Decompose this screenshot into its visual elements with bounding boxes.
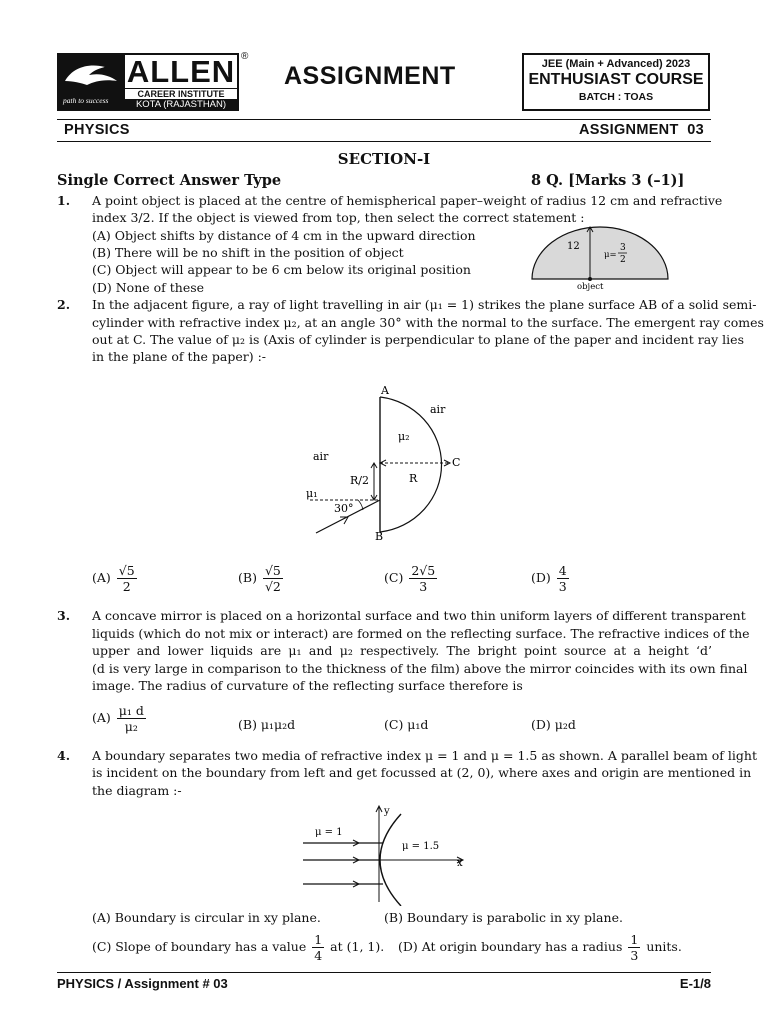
q4-d-den: 3: [630, 948, 639, 963]
q4-option-b: (B) Boundary is parabolic in xy plane.: [384, 910, 623, 925]
q1-option-a: (A) Object shifts by distance of 4 cm in the upward direction: [92, 228, 476, 243]
q4-c-num: 1: [314, 932, 323, 947]
fig-air-right: air: [430, 403, 446, 416]
header-rule-top: [57, 119, 711, 120]
section-title: SECTION-I: [337, 150, 431, 168]
q2-option-c: [384, 563, 439, 594]
fig-mu-label: μ=: [604, 250, 617, 260]
q2-b-fraction: [263, 563, 283, 594]
q2-semicylinder-figure: [300, 380, 490, 545]
q2-b-den: √2: [264, 579, 281, 594]
fig-object-label: object: [577, 282, 604, 292]
q2-a-fraction: [117, 563, 137, 594]
q2-d-fraction: [557, 563, 569, 594]
fig-mu2: μ₂: [398, 430, 410, 443]
q3-option-c: (C) μ₁d: [384, 717, 429, 732]
fig-mu-num: 3: [620, 243, 626, 253]
object-point: [588, 277, 592, 281]
fig-angle: 30°: [334, 502, 354, 515]
q4-d-num: 1: [630, 932, 639, 947]
q4-text-line2: is incident on the boundary from left and get focussed at (2, 0), where axes and origin are mentioned in: [92, 765, 752, 780]
q3-a-den: μ₂: [124, 719, 138, 734]
q4-d-post: units.: [646, 939, 682, 954]
q2-text-line2: cylinder with refractive index μ₂, at an angle 30° with the normal to the surface. The emergent ray comes: [92, 315, 764, 330]
q2-a-label: (A): [92, 570, 111, 585]
q4-c-den: 4: [314, 948, 323, 963]
q2-c-num: 2√5: [411, 563, 436, 578]
logo-sub: CAREER INSTITUTE: [125, 88, 237, 99]
fig-mu15: μ = 1.5: [402, 841, 440, 852]
q4-number: 4.: [57, 748, 71, 763]
q4-d-pre: (D) At origin boundary has a radius: [398, 939, 623, 954]
q4-c-pre: (C) Slope of boundary has a value: [92, 939, 307, 954]
q3-a-label: (A): [92, 710, 111, 725]
q2-text-line1: In the adjacent figure, a ray of light travelling in air (μ₁ = 1) strikes the plane surface AB of a solid semi-: [92, 297, 757, 312]
fig-mu-den: 2: [620, 255, 626, 265]
q4-d-fraction: [628, 932, 640, 963]
q1-number: 1.: [57, 193, 71, 208]
q2-option-b: [238, 563, 285, 594]
logo-city: KOTA (RAJASTHAN): [125, 99, 237, 110]
q2-c-fraction: [409, 563, 437, 594]
answer-type: Single Correct Answer Type: [57, 172, 282, 189]
q2-number: 2.: [57, 297, 71, 312]
footer-left: PHYSICS / Assignment # 03: [57, 976, 228, 991]
course-line-2: ENTHUSIAST COURSE: [528, 71, 704, 88]
fig-r: R: [409, 472, 418, 485]
q3-text-line2: liquids (which do not mix or interact) are formed on the reflecting surface. The refractive indices of the: [92, 626, 750, 641]
q3-text-line5: image. The radius of curvature of the reflecting surface therefore is: [92, 678, 523, 693]
semicircle-arc: [380, 397, 442, 532]
fig-r-half: R/2: [350, 474, 369, 487]
q1-option-b: (B) There will be no shift in the position of object: [92, 245, 404, 260]
q4-c-post: at (1, 1).: [330, 939, 385, 954]
q1-option-c: (C) Object will appear to be 6 cm below its original position: [92, 262, 471, 277]
q2-d-den: 3: [558, 579, 567, 594]
q2-option-a: [92, 563, 139, 594]
q2-text-line3: out at C. The value of μ₂ is (Axis of cylinder is perpendicular to plane of the paper and incident ray lies: [92, 332, 744, 347]
marks-scheme: 8 Q. [Marks 3 (–1)]: [531, 172, 685, 189]
logo-tagline: path to success: [63, 96, 109, 105]
fig-x: x: [457, 858, 463, 869]
q4-text-line3: the diagram :-: [92, 783, 182, 798]
q1-text-line2: index 3/2. If the object is viewed from top, then select the correct statement :: [92, 210, 585, 225]
q2-a-den: 2: [122, 579, 131, 594]
fig-y: y: [384, 806, 390, 817]
subject-label: PHYSICS: [64, 122, 130, 138]
q2-b-num: √5: [264, 563, 281, 578]
fig-mu1: μ = 1: [315, 827, 343, 838]
q3-number: 3.: [57, 608, 71, 623]
q4-option-d: [398, 932, 682, 963]
q2-option-d: [531, 563, 571, 594]
q3-option-d: (D) μ₂d: [531, 717, 576, 732]
q3-a-num: μ₁ d: [118, 703, 144, 718]
q1-hemisphere-figure: [528, 222, 676, 292]
fig-label-a: A: [381, 384, 389, 397]
fig-label-b: B: [375, 530, 384, 543]
fig-air-left: air: [313, 450, 329, 463]
q3-a-fraction: [117, 703, 146, 734]
footer-page: E-1/8: [679, 976, 711, 991]
hemisphere-shape: [532, 227, 668, 279]
logo-brand: ALLEN: [126, 54, 236, 89]
q3-text-line1: A concave mirror is placed on a horizontal surface and two thin uniform layers of different transparent: [92, 608, 746, 623]
q2-c-den: 3: [419, 579, 428, 594]
q3-option-b: (B) μ₁μ₂d: [238, 717, 296, 732]
fig-mu1: μ₁: [306, 487, 318, 500]
q2-d-label: (D): [531, 570, 551, 585]
q1-text-line1: A point object is placed at the centre of hemispherical paper–weight of radius 12 cm and refractive: [92, 193, 723, 208]
course-line-1: JEE (Main + Advanced) 2023: [541, 58, 691, 70]
q1-option-d: (D) None of these: [92, 280, 205, 295]
course-box: [522, 53, 710, 111]
logo-text-block: [123, 55, 237, 109]
page-title: ASSIGNMENT: [284, 62, 456, 90]
q4-text-line1: A boundary separates two media of refractive index μ = 1 and μ = 1.5 as shown. A parallel beam of light: [92, 748, 757, 763]
logo-emblem: [59, 55, 123, 109]
header-rule-bottom: [57, 141, 711, 142]
fig-radius-label: 12: [567, 241, 580, 252]
eagle-icon: [59, 55, 123, 95]
registered-mark: ®: [241, 51, 249, 62]
course-line-3: BATCH : TOAS: [578, 91, 654, 103]
q2-a-num: √5: [118, 563, 135, 578]
q2-d-num: 4: [558, 563, 567, 578]
q4-option-a: (A) Boundary is circular in xy plane.: [92, 910, 321, 925]
assignment-label: ASSIGNMENT 03: [578, 122, 704, 138]
allen-logo: [57, 53, 239, 111]
q3-text-line3: upper and lower liquids are μ₁ and μ₂ respectively. The bright point source at a height ‘d’: [92, 643, 712, 658]
q4-boundary-figure: [295, 802, 475, 906]
q3-option-a: [92, 703, 148, 734]
q2-c-label: (C): [384, 570, 404, 585]
q2-b-label: (B): [238, 570, 257, 585]
q4-option-c: [92, 932, 384, 963]
q3-text-line4: (d is very large in comparison to the thickness of the film) above the mirror coincides with its own final: [92, 661, 748, 676]
q4-c-fraction: [312, 932, 324, 963]
footer-rule: [57, 972, 711, 973]
q2-text-line4: in the plane of the paper) :-: [92, 349, 267, 364]
fig-label-c: C: [452, 456, 461, 469]
